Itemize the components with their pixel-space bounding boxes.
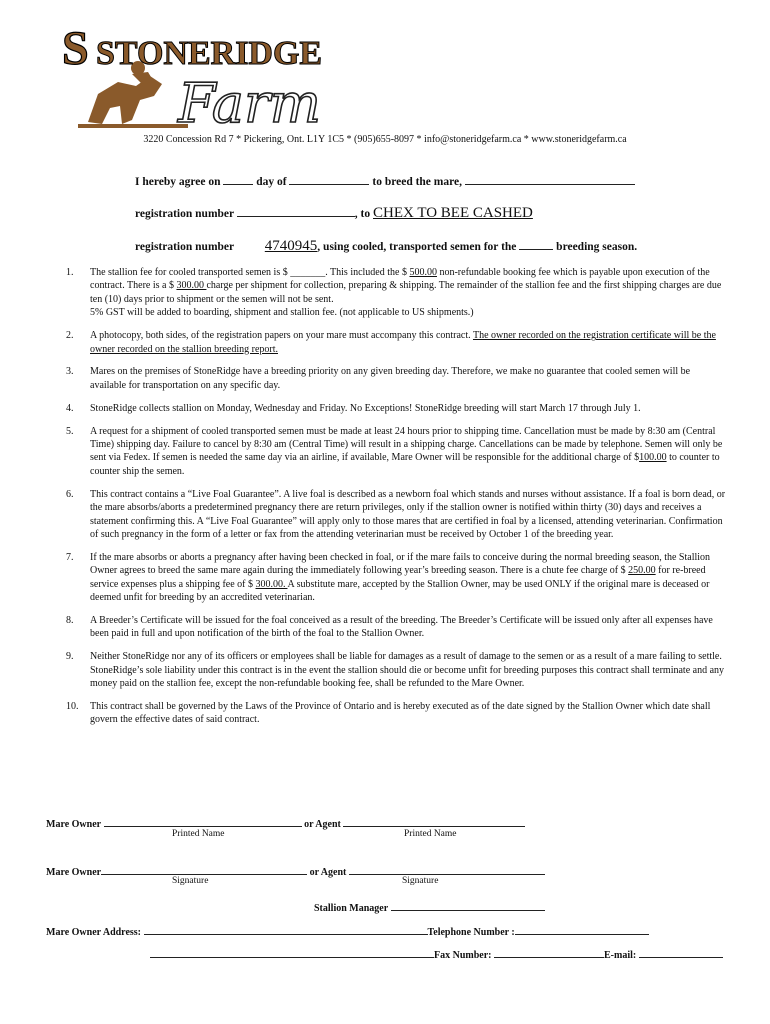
logo-word1: STONERIDGE (96, 35, 323, 72)
to-label: , to (354, 208, 371, 220)
farm-logo (58, 24, 328, 132)
address-field[interactable] (144, 924, 428, 935)
agent-printed-field[interactable] (343, 816, 525, 827)
email-field[interactable] (639, 947, 723, 958)
agree-on-label: I hereby agree on (135, 176, 221, 188)
clause-2: 2. A photocopy, both sides, of the registration papers on your mare must accompany this contract. The owner recorded on the registration certificate will be the owner recorded on the stallion breeding report. (66, 330, 716, 355)
clause-9: 9. Neither StoneRidge nor any of its officers or employees shall be liable for damages as a result of damage to the semen or as a result of a mare failing to settle. StoneRidge’s sole liability under this contract is in the event the stallion should die or become unfit for breeding purposes this contract shall terminate and any money paid on the stallion fee, except the non-refundable booking fee, shall be refunded to the Mare Owner. (66, 651, 725, 690)
mare-owner-signature-field[interactable] (101, 864, 307, 875)
printed-name-row (46, 816, 525, 830)
clause-5: 5. A request for a shipment of cooled transported semen must be made at least 24 hours prior to shipping time. Cancellation must be made by 8:30 am (Central Time) shipping day. Failure to cancel by 8:30 am (Central Time) will result in a shipping charge. Cancellations can be made by telephone. Semen will only be sent via Fedex. If semen is needed the same day via an airline, if available, Mare Owner will be responsible for the additional charge of $100.00 to counter to counter ship the semen. (66, 425, 723, 477)
mare-name-field[interactable] (465, 174, 635, 185)
signature-caption-1: Signature (172, 876, 209, 886)
mare-owner-label: Mare Owner (46, 819, 102, 830)
stallion-name: CHEX TO BEE CASHED (373, 205, 533, 221)
signature-row (46, 864, 545, 878)
telephone-field[interactable] (515, 924, 649, 935)
clause-3: 3. Mares on the premises of StoneRidge have a breeding priority on any given breeding day. Therefore, we make no guarantee that cooled semen will be available for transportation on any specific day. (66, 366, 691, 391)
stallion-manager-row (314, 900, 545, 914)
day-of-label: day of (256, 176, 287, 188)
or-agent-label: or Agent (304, 819, 341, 830)
season-year-field[interactable] (519, 239, 553, 250)
breeding-season-label: breeding season. (556, 241, 638, 253)
agreement-line-3 (135, 238, 637, 255)
contract-clauses (66, 266, 726, 736)
cooled-semen-label: , using cooled, transported semen for the (317, 241, 517, 253)
mare-owner-label: Mare Owner (46, 867, 102, 878)
mare-reg-label: registration number (135, 208, 234, 220)
fax-email-row (150, 947, 723, 961)
clause-1: 1. The stallion fee for cooled transported semen is $ _______. This included the $ 500.00 non-refundable booking fee which is payable upon execution of the contract. There is a $ 300.00 charge per shipment for collection, preparing & shipping. The remainder of the stallion fee and the first shipping charges are due ten (10) days prior to shipment or the semen will not be sent. 5% GST will be added to boarding, shipment and stallion fee. (not applicable to US shipments.) (66, 267, 722, 319)
stallion-reg-label: registration number (135, 241, 234, 253)
breed-mare-label: to breed the mare, (372, 176, 462, 188)
printed-name-caption-1: Printed Name (172, 829, 225, 839)
clause-8: 8. A Breeder’s Certificate will be issued for the foal conceived as a result of the breeding. The Breeder’s Certificate will be issued only after all expenses have been paid in full and upon notification of the birth of the foal to the Stallion Owner. (66, 615, 713, 640)
svg-text:S: S (62, 24, 89, 75)
date-day-field[interactable] (223, 174, 253, 185)
agreement-line-1 (135, 174, 635, 188)
fax-label: Fax Number: (434, 950, 492, 961)
stallion-manager-label: Stallion Manager (314, 903, 389, 914)
signature-caption-2: Signature (402, 876, 439, 886)
fax-field[interactable] (494, 947, 604, 958)
stallion-manager-field[interactable] (391, 900, 545, 911)
email-label: E-mail: (604, 950, 637, 961)
month-field[interactable] (289, 174, 369, 185)
agreement-line-2 (135, 205, 533, 222)
logo-word2: Farm (178, 72, 322, 132)
or-agent-label: or Agent (309, 867, 347, 878)
printed-name-caption-2: Printed Name (404, 829, 457, 839)
horse-and-rider-icon (58, 24, 328, 132)
mare-owner-printed-field[interactable] (104, 816, 302, 827)
contact-address: 3220 Concession Rd 7 * Pickering, Ont. L1Y 1C5 * (905)655-8097 * info@stoneridgefarm.ca * www.stoneridgefarm.ca (143, 134, 627, 145)
telephone-label: Telephone Number : (427, 927, 515, 938)
clause-6: 6. This contract contains a “Live Foal Guarantee”. A live foal is described as a newborn foal which stands and nurses without assistance. If a foal is born dead, or the mare absorbs/aborts a predetermined pregnancy there are return privileges, only if the stallion owner is notified within thirty (30) days and receives a statement confirming this. A “Live Foal Guarantee” will apply only to those mares that are certified in foal by a licensed, attending veterinarian. Confirmation of such pregnancy in the form of a letter or fax from the attending veterinarian must be received by October 1 of the breeding year. (66, 488, 726, 540)
mare-registration-field[interactable] (237, 206, 355, 217)
clause-4: 4. StoneRidge collects stallion on Monday, Wednesday and Friday. No Exceptions! StoneRidge breeding will start March 17 through July 1. (66, 402, 641, 414)
stallion-registration-number: 4740945 (264, 238, 318, 254)
clause-10: 10. This contract shall be governed by the Laws of the Province of Ontario and is hereby executed as of the date signed by the Stallion Owner which date shall govern the effective dates of said contract. (66, 701, 711, 726)
address-row (46, 924, 649, 938)
address-line-2-field[interactable] (150, 947, 434, 958)
clause-7: 7. If the mare absorbs or aborts a pregnancy after having been checked in foal, or if the mare fails to conceive during the normal breeding season, the Stallion Owner agrees to breed the same mare again during the immediately following year’s breeding season. There is a chute fee charge of $ 250.00 for re-breed service expenses plus a shipping fee of $ 300.00. A substitute mare, accepted by the Stallion Owner, may be used ONLY if the original mare is deceased or deemed unfit for breeding by an accredited veterinarian. (66, 551, 711, 604)
mare-owner-address-label: Mare Owner Address: (46, 927, 141, 938)
agent-signature-field[interactable] (349, 864, 545, 875)
